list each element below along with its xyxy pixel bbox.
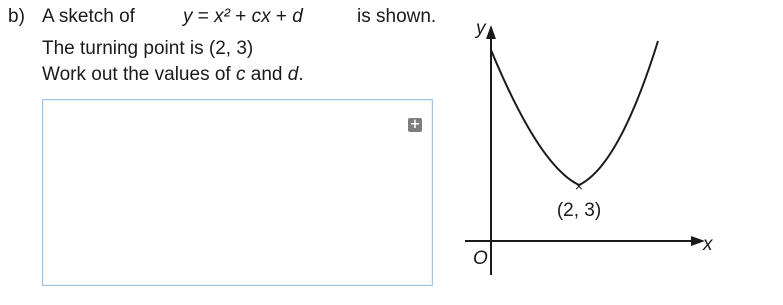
parabola-curve bbox=[491, 41, 658, 185]
eq-y: y bbox=[183, 6, 193, 27]
question-part-label: b) bbox=[8, 6, 25, 27]
answer-input-box[interactable] bbox=[42, 99, 433, 286]
eq-plus-1: + bbox=[229, 6, 252, 27]
eq-equals: = bbox=[192, 6, 215, 27]
question-after-text: is shown. bbox=[357, 6, 437, 27]
eq-cx: cx bbox=[251, 6, 271, 27]
instruction-d: d bbox=[287, 64, 299, 85]
turning-point-marker: × bbox=[574, 178, 584, 194]
question-instruction-text bbox=[42, 64, 304, 86]
x-axis-label: x bbox=[703, 234, 713, 255]
instruction-and: and bbox=[245, 64, 288, 85]
origin-label: O bbox=[473, 248, 488, 269]
instruction-end: . bbox=[298, 64, 304, 85]
instruction-c: c bbox=[235, 64, 246, 85]
question-turning-point-text: The turning point is (2, 3) bbox=[42, 38, 254, 59]
eq-plus-2: + bbox=[270, 6, 293, 27]
plus-square-icon[interactable]: + bbox=[409, 117, 421, 132]
parabola-sketch bbox=[455, 10, 715, 295]
question-intro-text: A sketch of bbox=[42, 6, 135, 27]
eq-x-squared: x² bbox=[214, 6, 230, 27]
y-axis-arrow bbox=[486, 25, 496, 39]
eq-d: d bbox=[292, 6, 303, 27]
y-axis-label: y bbox=[476, 18, 486, 39]
instruction-part-1: Work out the values of bbox=[42, 64, 236, 85]
question-equation bbox=[183, 6, 303, 28]
turning-point-label: (2, 3) bbox=[556, 200, 602, 221]
